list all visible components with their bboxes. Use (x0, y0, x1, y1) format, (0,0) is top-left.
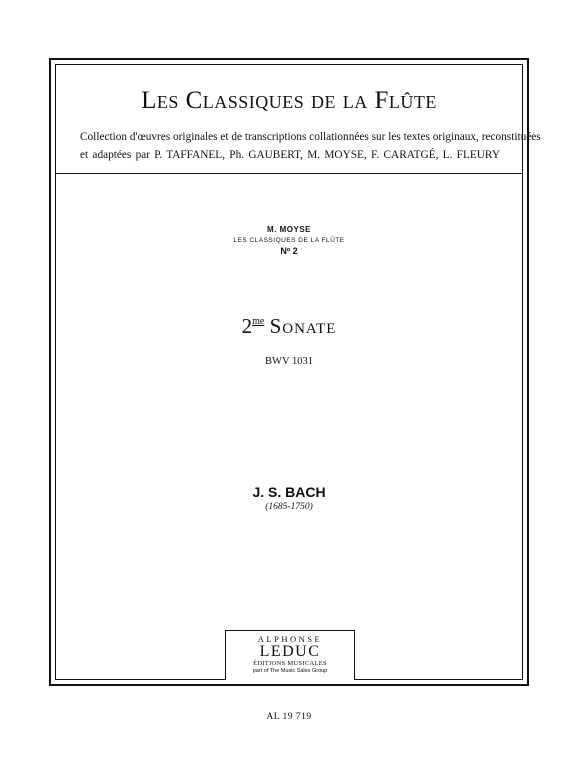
collection-line-2: et adaptées par P. TAFFANEL, Ph. GAUBERT, M. MOYSE, F. CARATGÉ, L. FLEURY (80, 149, 500, 161)
publisher-line-1: ALPHONSE (257, 634, 323, 644)
catalogue-number: BWV 1031 (265, 356, 313, 367)
edition-catalog-number: AL 19 719 (266, 712, 312, 722)
work-name: Sonate (269, 314, 337, 338)
series-number: Nº 2 (280, 246, 298, 256)
publisher-line-4: part of The Music Sales Group (252, 668, 328, 674)
publisher-line-2: LEDUC (259, 643, 321, 660)
editor-name: M. MOYSE (266, 225, 311, 234)
composer-dates: (1685-1750) (265, 502, 313, 512)
work-ordinal-suffix: me (252, 316, 265, 327)
publisher-logo (225, 630, 355, 680)
composer-name: J. S. BACH (252, 484, 326, 500)
series-info (55, 224, 523, 257)
collection-description (80, 128, 541, 164)
series-name: LES CLASSIQUES DE LA FLÛTE (233, 237, 345, 244)
series-title: Les Classiques de la Flûte (141, 87, 437, 114)
publisher-line-3: ÉDITIONS MUSICALES (253, 660, 327, 667)
work-ordinal: 2 (241, 314, 253, 338)
collection-line-1: Collection d'œuvres originales et de transcriptions collationnées sur les textes originaux, reconstituées (80, 131, 541, 143)
work-title (55, 314, 523, 339)
header-divider (55, 173, 523, 174)
